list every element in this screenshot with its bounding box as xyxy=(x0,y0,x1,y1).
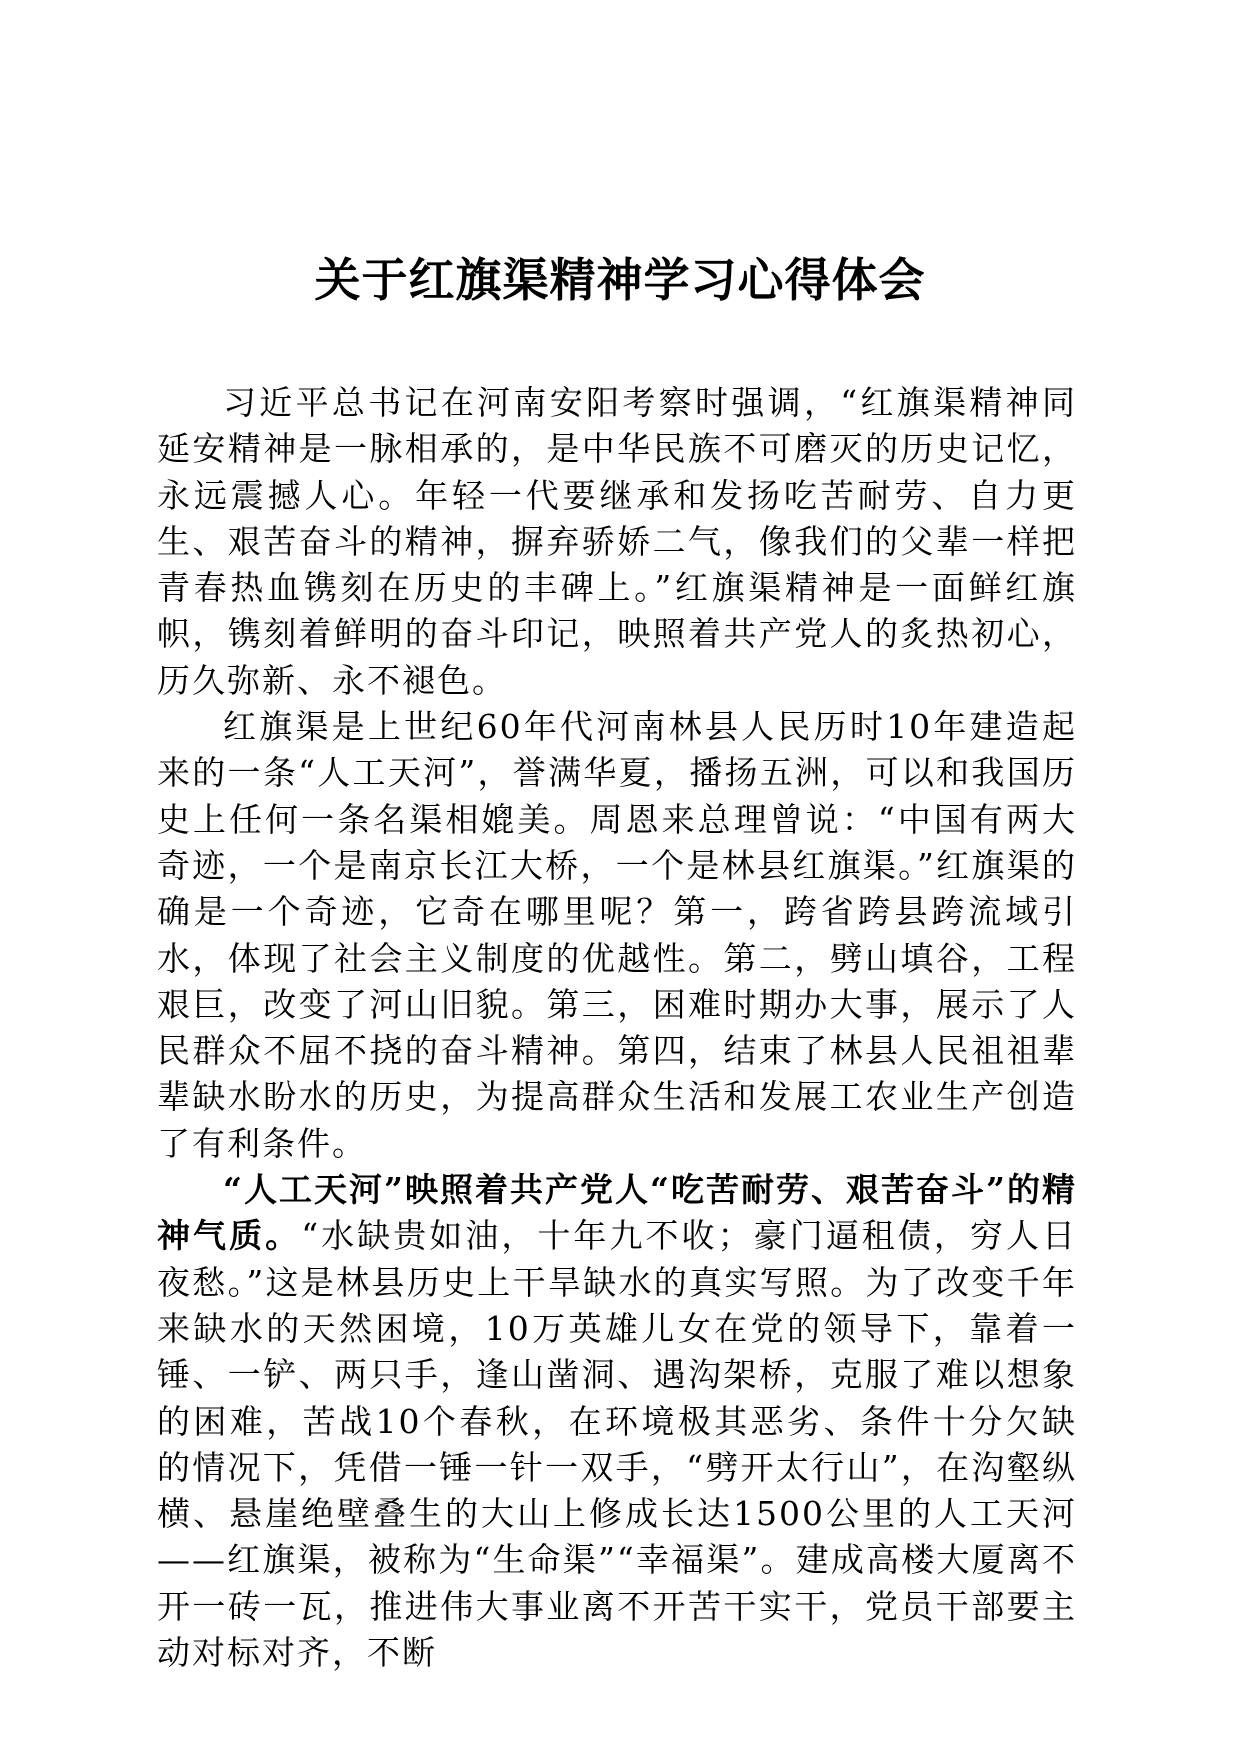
paragraph-3 xyxy=(157,1167,1077,1676)
document-body xyxy=(157,380,1077,1676)
paragraph-2-text: 红旗渠是上世纪60年代河南林县人民历时10年建造起来的一条“人工天河”，誉满华夏，播扬五洲，可以和我国历史上任何一条名渠相媲美。周恩来总理曾说：“中国有两大奇迹，一个是南京长江大桥，一个是林县红旗渠。”红旗渠的确是一个奇迹，它奇在哪里呢？第一，跨省跨县跨流域引水，体现了社会主义制度的优越性。第二，劈山填谷，工程艰巨，改变了河山旧貌。第三，困难时期办大事，展示了人民群众不屈不挠的奋斗精神。第四，结束了林县人民祖祖辈辈缺水盼水的历史，为提高群众生活和发展工农业生产创造了有利条件。 xyxy=(157,707,1077,1163)
paragraph-3-lead: “人工天河”映照着共产党人“吃苦耐劳、艰苦奋斗”的精神气质。 xyxy=(157,1170,1077,1256)
page-title: 关于红旗渠精神学习心得体会 xyxy=(314,253,926,307)
paragraph-1-text: 习近平总书记在河南安阳考察时强调，“红旗渠精神同延安精神是一脉相承的，是中华民族不可磨灭的历史记忆，永远震撼人心。年轻一代要继承和发扬吃苦耐劳、自力更生、艰苦奋斗的精神，摒弃骄娇二气，像我们的父辈一样把青春热血镌刻在历史的丰碑上。”红旗渠精神是一面鲜红旗帜，镌刻着鲜明的奋斗印记，映照着共产党人的炙热初心，历久弥新、永不褪色。 xyxy=(157,383,1077,700)
paragraph-3-text: “水缺贵如油，十年九不收；豪门逼租债，穷人日夜愁。”这是林县历史上干旱缺水的真实写照。为了改变千年来缺水的天然困境，10万英雄儿女在党的领导下，靠着一锤、一铲、两只手，逢山凿洞、遇沟架桥，克服了难以想象的困难，苦战10个春秋，在环境极其恶劣、条件十分欠缺的情况下，凭借一锤一针一双手，“劈开太行山”，在沟壑纵横、悬崖绝壁叠生的大山上修成长达1500公里的人工天河——红旗渠，被称为“生命渠”“幸福渠”。建成高楼大厦离不开一砖一瓦，推进伟大事业离不开苦干实干，党员干部要主动对标对齐，不断 xyxy=(157,1216,1078,1673)
paragraph-1 xyxy=(157,380,1077,704)
paragraph-2 xyxy=(157,704,1077,1167)
